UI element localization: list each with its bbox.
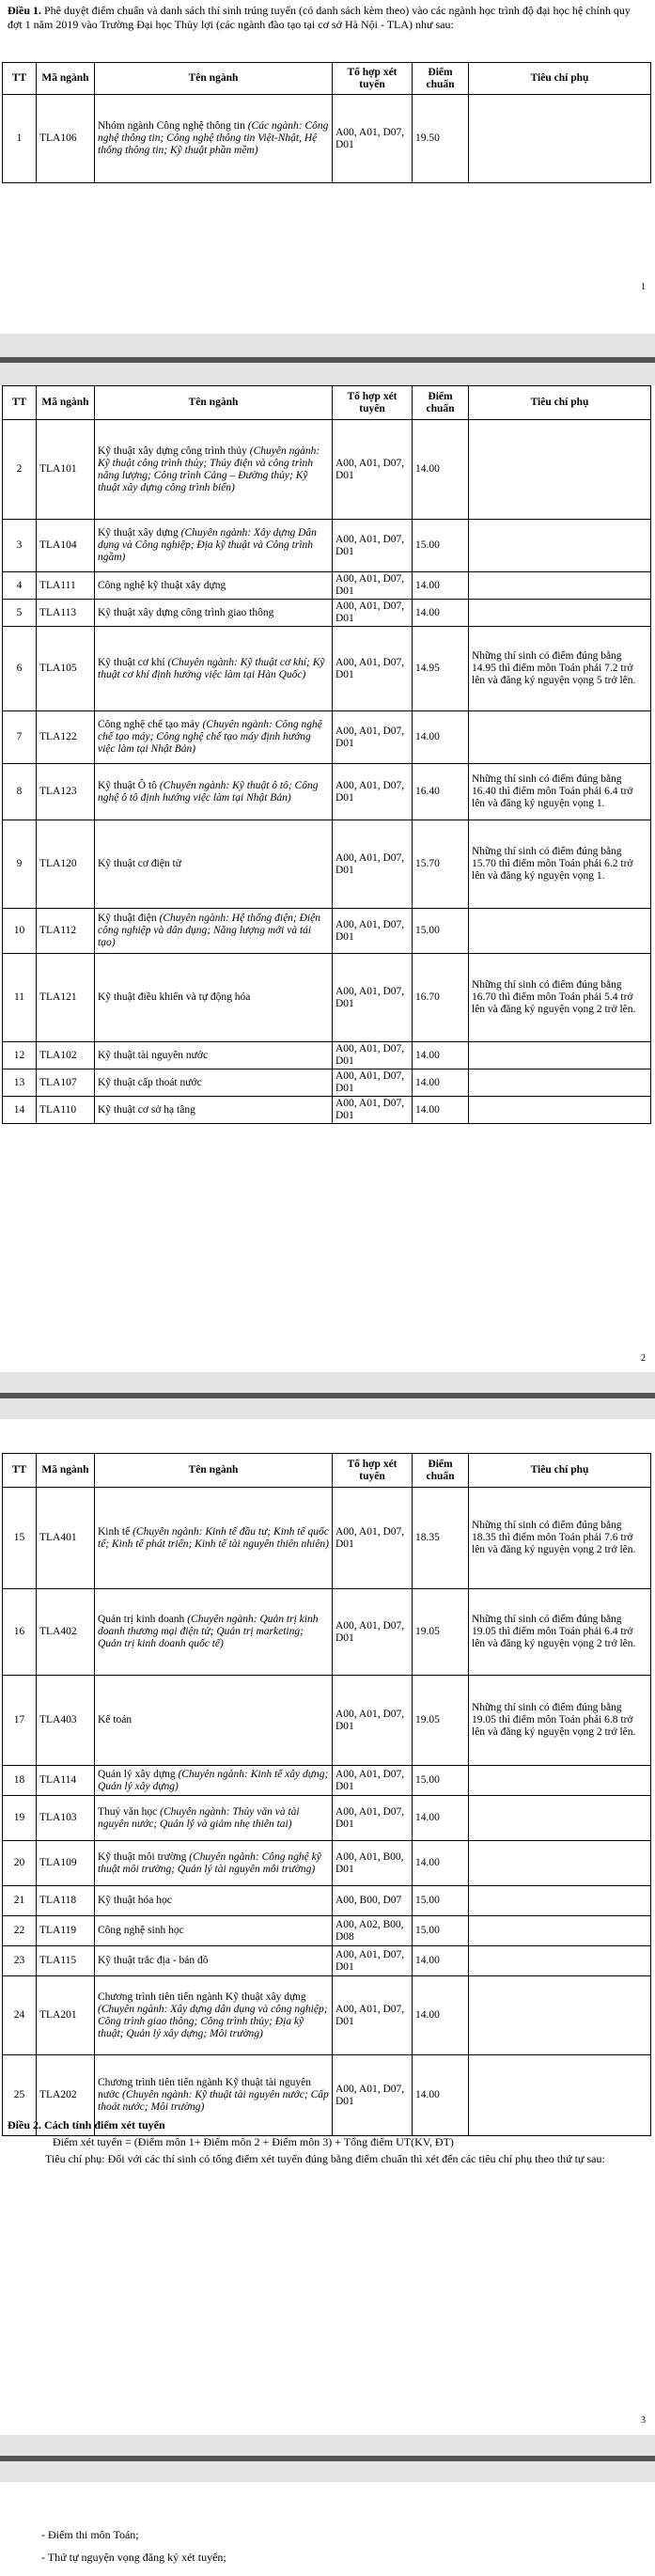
cell-criteria [469, 1976, 651, 2055]
page-gap [0, 2435, 655, 2482]
cell-code: TLA114 [37, 1766, 95, 1796]
cell-name [95, 711, 333, 764]
major-specializations: (Chuyên ngành: Kinh tế đầu tư; Kinh tế quốc tế; Kinh tế phát triển; Kinh tế tài nguyên thiên nhiên) [98, 1525, 329, 1550]
cell-code: TLA110 [37, 1097, 95, 1124]
cell-code: TLA109 [37, 1841, 95, 1886]
cell-criteria [469, 420, 651, 520]
major-name: Kỹ thuật cơ khí [98, 656, 165, 668]
header-score: Điểm chuẩn [413, 386, 469, 420]
table-body [3, 95, 651, 183]
major-name: Chương trình tiên tiến ngành Kỹ thuật tài nguyên nước [98, 2077, 311, 2100]
cell-name [95, 95, 333, 183]
cell-tt: 4 [3, 572, 37, 600]
cell-combo: A00, A01, D07, D01 [333, 711, 413, 764]
table-row [3, 820, 651, 909]
cell-code: TLA102 [37, 1042, 95, 1069]
cell-code: TLA101 [37, 420, 95, 520]
cell-criteria [469, 600, 651, 627]
page-number: 2 [641, 1353, 646, 1364]
cell-code: TLA120 [37, 820, 95, 909]
cell-code: TLA107 [37, 1069, 95, 1097]
major-specializations: (Chuyên ngành: Kỹ thuật ô tô; Công nghệ ô tô định hướng việc làm tại Nhật Bản) [98, 779, 319, 804]
table-row [3, 1097, 651, 1124]
major-specializations: (Chuyên ngành: Quản trị kinh doanh thương mại điện tử; Quản trị marketing; Quản trị kinh doanh quốc tế) [98, 1614, 319, 1649]
major-name: Công nghệ sinh học [98, 1925, 184, 1936]
major-specializations: (Chuyên ngành: Kinh tế xây dựng; Quản lý xây dựng) [98, 1768, 329, 1792]
cell-criteria: Những thí sinh có điểm đúng bằng 19.05 thì điểm môn Toán phải 6.8 trở lên và đăng ký nguyện vọng 2 trở lên. [469, 1676, 651, 1766]
cell-name [95, 600, 333, 627]
header-code: Mã ngành [37, 386, 95, 420]
table-row [3, 1069, 651, 1097]
cell-code: TLA201 [37, 1976, 95, 2055]
cell-tt: 17 [3, 1676, 37, 1766]
cell-combo: A00, A01, D07, D01 [333, 627, 413, 711]
table-row [3, 1042, 651, 1069]
cell-combo: A00, A01, D07, D01 [333, 95, 413, 183]
article-2 [8, 2116, 647, 2167]
cell-name [95, 1796, 333, 1841]
cell-score: 16.40 [413, 764, 469, 820]
header-name: Tên ngành [95, 63, 333, 95]
header-criteria: Tiêu chí phụ [469, 386, 651, 420]
table-row [3, 1766, 651, 1796]
cell-name [95, 420, 333, 520]
cell-score: 14.00 [413, 2055, 469, 2136]
table-row [3, 1946, 651, 1976]
cell-combo: A00, A01, D07, D01 [333, 600, 413, 627]
cell-criteria: Những thí sinh có điểm đúng bằng 16.70 thì điểm môn Toán phải 5.4 trở lên và đăng ký nguyện vọng 2 trở lên. [469, 954, 651, 1042]
cell-score: 14.00 [413, 1841, 469, 1886]
table-row [3, 420, 651, 520]
cell-score: 14.00 [413, 1946, 469, 1976]
table-header [3, 386, 651, 420]
cell-code: TLA112 [37, 909, 95, 954]
cell-name [95, 1488, 333, 1589]
major-name: Chương trình tiên tiến ngành Kỹ thuật xây dựng [98, 1991, 306, 2003]
major-name: Kỹ thuật cấp thoát nước [98, 1076, 202, 1088]
major-name: Kỹ thuật xây dựng công trình giao thông [98, 606, 274, 618]
cell-tt: 14 [3, 1097, 37, 1124]
cell-criteria [469, 711, 651, 764]
cell-criteria [469, 1796, 651, 1841]
header-tt: TT [3, 386, 37, 420]
document-page-4 [0, 2482, 655, 2576]
cell-name [95, 764, 333, 820]
cell-name [95, 1916, 333, 1946]
list-item: - Thứ tự nguyện vọng đăng ký xét tuyển; [41, 2546, 226, 2568]
cell-combo: A00, A01, D07, D01 [333, 520, 413, 572]
major-name: Kỹ thuật xây dựng [98, 527, 179, 539]
major-specializations: (Chuyên ngành: Kỹ thuật công trình thủy; Thủy điện và công trình năng lượng; Công trình Cảng – Đường thủy; Kỹ thuật xây dựng công trình biển) [98, 445, 320, 493]
page-gap [0, 334, 655, 385]
cell-criteria: Những thí sinh có điểm đúng bằng 15.70 thì điểm môn Toán phải 6.2 trở lên và đăng ký nguyện vọng 1. [469, 820, 651, 909]
cell-code: TLA104 [37, 520, 95, 572]
cell-combo: A00, A01, D07, D01 [333, 909, 413, 954]
cell-score: 14.95 [413, 627, 469, 711]
major-specializations: (Chuyên ngành: Công nghệ kỹ thuật môi trường; Quản lý tài nguyên môi trường) [98, 1850, 321, 1875]
cell-code: TLA111 [37, 572, 95, 600]
admission-table-page-1 [2, 62, 651, 183]
cell-combo: A00, A01, D07, D01 [333, 1796, 413, 1841]
tiebreak-rule: Tiêu chí phụ: Đối với các thí sinh có tổng điểm xét tuyển đúng bằng điểm chuẩn thì xét đến các tiêu chí phụ theo thứ tự sau: [45, 2152, 605, 2165]
cell-score: 14.00 [413, 420, 469, 520]
cell-score: 15.70 [413, 820, 469, 909]
cell-tt: 23 [3, 1946, 37, 1976]
cell-score: 14.00 [413, 1042, 469, 1069]
cell-combo: A00, A01, D07, D01 [333, 764, 413, 820]
cell-score: 15.00 [413, 1766, 469, 1796]
cell-name [95, 572, 333, 600]
table-row [3, 1796, 651, 1841]
table-row [3, 95, 651, 183]
major-specializations: (Chuyên ngành: Hệ thống điện; Điện công nghiệp và dân dụng; Năng lượng mới và tái tạo) [98, 913, 320, 948]
major-name: Quản lý xây dựng [98, 1768, 176, 1780]
table-body [3, 420, 651, 1124]
cell-tt: 24 [3, 1976, 37, 2055]
table-row [3, 572, 651, 600]
cell-code: TLA103 [37, 1796, 95, 1841]
cell-combo: A00, A01, D07, D01 [333, 1097, 413, 1124]
cell-tt: 16 [3, 1589, 37, 1676]
table-body [3, 1488, 651, 2136]
cell-combo: A00, A01, D07, D01 [333, 572, 413, 600]
major-name: Công nghệ kỹ thuật xây dựng [98, 579, 226, 591]
header-combo: Tổ hợp xét tuyển [333, 63, 413, 95]
cell-combo: A00, A01, D07, D01 [333, 820, 413, 909]
cell-combo: A00, A01, B00, D01 [333, 1841, 413, 1886]
cell-name [95, 1676, 333, 1766]
major-name: Kỹ thuật cơ điện tử [98, 858, 181, 869]
table-header [3, 1454, 651, 1488]
cell-score: 14.00 [413, 1796, 469, 1841]
major-specializations: (Chuyên ngành: Xây dựng Dân dụng và Công nghiệp; Địa kỹ thuật và Công trình ngầm) [98, 527, 317, 563]
cell-name [95, 1589, 333, 1676]
cell-tt: 12 [3, 1042, 37, 1069]
cell-tt: 9 [3, 820, 37, 909]
major-name: Kỹ thuật cơ sở hạ tầng [98, 1103, 195, 1116]
header-tt: TT [3, 63, 37, 95]
cell-code: TLA115 [37, 1946, 95, 1976]
major-name: Kỹ thuật tài nguyên nước [98, 1049, 209, 1061]
cell-tt: 1 [3, 95, 37, 183]
cell-criteria [469, 1097, 651, 1124]
cell-name [95, 1097, 333, 1124]
cell-score: 14.00 [413, 600, 469, 627]
major-name: Nhóm ngành Công nghệ thông tin [98, 120, 245, 132]
cell-criteria [469, 1916, 651, 1946]
cell-code: TLA105 [37, 627, 95, 711]
article-1-paragraph [8, 4, 647, 32]
cell-tt: 2 [3, 420, 37, 520]
table-row [3, 954, 651, 1042]
cell-code: TLA113 [37, 600, 95, 627]
cell-combo: A00, A01, D07, D01 [333, 954, 413, 1042]
cell-criteria [469, 572, 651, 600]
major-specializations: (Chuyên ngành: Thủy văn và tài nguyên nước; Quản lý và giảm nhẹ thiên tai) [98, 1805, 300, 1830]
cell-tt: 3 [3, 520, 37, 572]
admission-table-page-2 [2, 385, 651, 1124]
cell-score: 19.05 [413, 1676, 469, 1766]
page-number: 1 [641, 282, 646, 292]
tiebreak-criteria-list [41, 2523, 226, 2568]
cell-criteria [469, 1069, 651, 1097]
cell-score: 19.05 [413, 1589, 469, 1676]
table-row [3, 627, 651, 711]
major-name: Kỹ thuật môi trường [98, 1850, 187, 1863]
cell-tt: 22 [3, 1916, 37, 1946]
cell-criteria [469, 909, 651, 954]
cell-criteria [469, 1766, 651, 1796]
major-name: Quản trị kinh doanh [98, 1614, 185, 1625]
cell-criteria [469, 520, 651, 572]
page-number: 3 [641, 2415, 646, 2426]
cell-code: TLA122 [37, 711, 95, 764]
cell-score: 15.00 [413, 520, 469, 572]
cell-code: TLA121 [37, 954, 95, 1042]
cell-score: 14.00 [413, 1976, 469, 2055]
cell-name [95, 909, 333, 954]
cell-name [95, 1042, 333, 1069]
cell-code: TLA403 [37, 1676, 95, 1766]
cell-tt: 11 [3, 954, 37, 1042]
cell-criteria: Những thí sinh có điểm đúng bằng 19.05 thì điểm môn Toán phải 6.4 trở lên và đăng ký nguyện vọng 2 trở lên. [469, 1589, 651, 1676]
list-item: - Điểm thi môn Toán; [41, 2523, 226, 2546]
article-2-heading: Điều 2. Cách tính điểm xét tuyển [8, 2118, 165, 2131]
admission-table-page-3 [2, 1453, 651, 2136]
cell-score: 15.00 [413, 909, 469, 954]
cell-combo: A00, A01, D07, D01 [333, 1976, 413, 2055]
cell-score: 14.00 [413, 572, 469, 600]
document-page-2 [0, 385, 655, 1372]
cell-combo: A00, A01, D07, D01 [333, 1488, 413, 1589]
table-row [3, 1488, 651, 1589]
major-specializations: (Chuyên ngành: Công nghệ chế tạo máy; Công nghệ chế tạo máy định hướng việc làm tại Nhật Bản) [98, 719, 322, 755]
cell-name [95, 1886, 333, 1916]
cell-code: TLA202 [37, 2055, 95, 2136]
article-1-text: Phê duyệt điểm chuẩn và danh sách thí sinh trúng tuyển (có danh sách kèm theo) vào các ngành học trình độ đại học hệ chính quy đợt 1 năm 2019 vào Trường Đại học Thủy lợi (các ngành đào tạo tại cơ sở Hà Nội - TLA) như sau: [8, 4, 631, 31]
header-score: Điểm chuẩn [413, 63, 469, 95]
cell-criteria [469, 1946, 651, 1976]
table-row [3, 909, 651, 954]
cell-tt: 13 [3, 1069, 37, 1097]
document-page-1 [0, 0, 655, 334]
cell-criteria: Những thí sinh có điểm đúng bằng 16.40 thì điểm môn Toán phải 6.4 trở lên và đăng ký nguyện vọng 1. [469, 764, 651, 820]
cell-combo: A00, A02, B00, D08 [333, 1916, 413, 1946]
header-combo: Tổ hợp xét tuyển [333, 1454, 413, 1488]
cell-name [95, 627, 333, 711]
cell-tt: 21 [3, 1886, 37, 1916]
table-row [3, 600, 651, 627]
table-row [3, 1589, 651, 1676]
cell-name [95, 1946, 333, 1976]
cell-combo: A00, A01, D07, D01 [333, 1069, 413, 1097]
cell-tt: 15 [3, 1488, 37, 1589]
cell-tt: 20 [3, 1841, 37, 1886]
major-specializations: (Các ngành: Công nghệ thông tin; Công nghệ thông tin Việt-Nhật, Hệ thống thông tin; Kỹ thuật phần mềm) [98, 120, 329, 156]
major-name: Kinh tế [98, 1525, 131, 1538]
cell-combo: A00, A01, D07, D01 [333, 2055, 413, 2136]
header-combo: Tổ hợp xét tuyển [333, 386, 413, 420]
cell-code: TLA401 [37, 1488, 95, 1589]
table-row [3, 764, 651, 820]
article-1-label: Điều 1. [8, 4, 41, 17]
cell-combo: A00, A01, D07, D01 [333, 1042, 413, 1069]
cell-tt: 7 [3, 711, 37, 764]
header-name: Tên ngành [95, 1454, 333, 1488]
formula-line: Điểm xét tuyển = (Điểm môn 1+ Điểm môn 2 + Điểm môn 3) + Tổng điểm UT(KV, ĐT) [53, 2135, 454, 2148]
cell-score: 15.00 [413, 1916, 469, 1946]
cell-criteria: Những thí sinh có điểm đúng bằng 14.95 thì điểm môn Toán phải 7.2 trở lên và đăng ký nguyện vọng 5 trở lên. [469, 627, 651, 711]
table-row [3, 1886, 651, 1916]
major-name: Kỹ thuật điều khiển và tự động hóa [98, 991, 251, 1003]
header-code: Mã ngành [37, 1454, 95, 1488]
cell-score: 15.00 [413, 1886, 469, 1916]
cell-score: 14.00 [413, 1069, 469, 1097]
cell-combo: A00, A01, D07, D01 [333, 1676, 413, 1766]
major-name: Kỹ thuật Ô tô [98, 779, 157, 791]
cell-name [95, 820, 333, 909]
cell-code: TLA106 [37, 95, 95, 183]
cell-score: 19.50 [413, 95, 469, 183]
cell-criteria [469, 1886, 651, 1916]
cell-tt: 25 [3, 2055, 37, 2136]
major-specializations: (Chuyên ngành: Kỹ thuật tài nguyên nước; Cấp thoát nước; Môi trường) [98, 2089, 329, 2113]
major-specializations: (Chuyên ngành: Xây dựng dân dụng và công nghiệp; Công trình giao thông; Công trình thủy; Địa kỹ thuật; Quản lý xây dựng; Môi trường) [98, 2003, 328, 2039]
cell-combo: A00, A01, D07, D01 [333, 420, 413, 520]
major-name: Thuỷ văn học [98, 1805, 158, 1818]
table-header [3, 63, 651, 95]
major-name: Kỹ thuật hóa học [98, 1895, 172, 1906]
cell-criteria [469, 1841, 651, 1886]
header-criteria: Tiêu chí phụ [469, 1454, 651, 1488]
major-name: Công nghệ chế tạo máy [98, 719, 200, 730]
cell-name [95, 1976, 333, 2055]
major-name: Kỹ thuật điện [98, 913, 157, 924]
table-row [3, 1976, 651, 2055]
cell-tt: 19 [3, 1796, 37, 1841]
cell-score: 14.00 [413, 711, 469, 764]
table-row [3, 1841, 651, 1886]
cell-criteria [469, 95, 651, 183]
major-name: Kế toán [98, 1714, 133, 1725]
header-score: Điểm chuẩn [413, 1454, 469, 1488]
cell-combo: A00, A01, D07, D01 [333, 1946, 413, 1976]
major-name: Kỹ thuật trắc địa - bản đồ [98, 1955, 209, 1966]
page-gap [0, 1372, 655, 1419]
header-tt: TT [3, 1454, 37, 1488]
cell-code: TLA118 [37, 1886, 95, 1916]
major-name: Kỹ thuật xây dựng công trình thủy [98, 445, 247, 457]
cell-name [95, 1841, 333, 1886]
cell-name [95, 1766, 333, 1796]
cell-code: TLA119 [37, 1916, 95, 1946]
cell-tt: 5 [3, 600, 37, 627]
cell-criteria [469, 1042, 651, 1069]
cell-code: TLA402 [37, 1589, 95, 1676]
cell-score: 18.35 [413, 1488, 469, 1589]
cell-combo: A00, A01, D07, D01 [333, 1589, 413, 1676]
cell-code: TLA123 [37, 764, 95, 820]
major-specializations: (Chuyên ngành: Kỹ thuật cơ khí; Kỹ thuật cơ khí định hướng việc làm tại Hàn Quốc) [98, 656, 325, 680]
header-criteria: Tiêu chí phụ [469, 63, 651, 95]
cell-tt: 10 [3, 909, 37, 954]
table-row [3, 1916, 651, 1946]
table-row [3, 711, 651, 764]
cell-combo: A00, A01, D07, D01 [333, 1766, 413, 1796]
table-row [3, 520, 651, 572]
header-name: Tên ngành [95, 386, 333, 420]
cell-name [95, 1069, 333, 1097]
cell-name [95, 954, 333, 1042]
cell-combo: A00, B00, D07 [333, 1886, 413, 1916]
document-page-3 [0, 1419, 655, 2435]
cell-criteria: Những thí sinh có điểm đúng bằng 18.35 thì điểm môn Toán phải 7.6 trở lên và đăng ký nguyện vọng 2 trở lên. [469, 1488, 651, 1589]
header-code: Mã ngành [37, 63, 95, 95]
cell-name [95, 520, 333, 572]
cell-score: 16.70 [413, 954, 469, 1042]
cell-tt: 6 [3, 627, 37, 711]
table-row [3, 1676, 651, 1766]
cell-tt: 18 [3, 1766, 37, 1796]
cell-score: 14.00 [413, 1097, 469, 1124]
cell-tt: 8 [3, 764, 37, 820]
